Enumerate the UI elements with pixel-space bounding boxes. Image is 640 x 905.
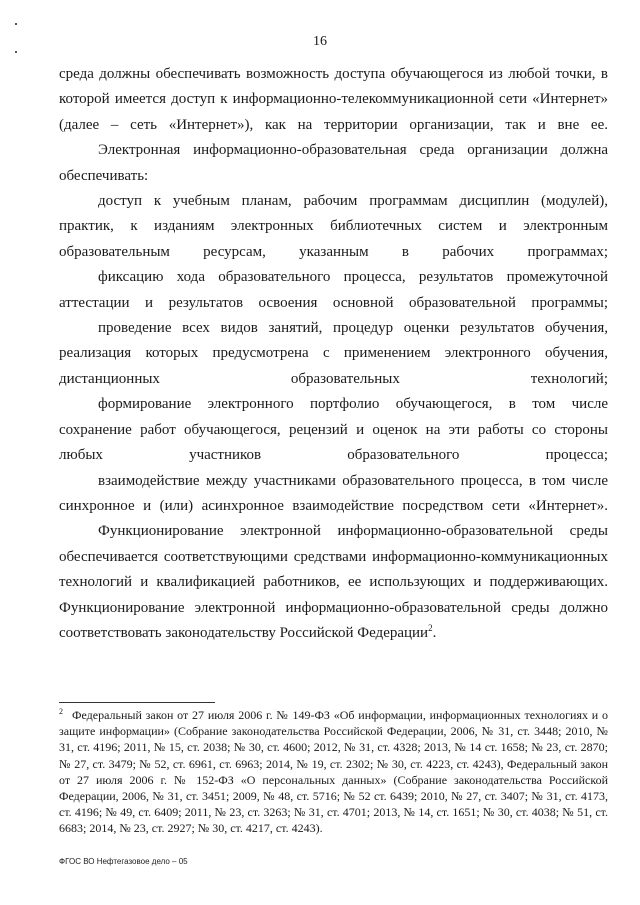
list-item: доступ к учебным планам, рабочим программам дисциплин (модулей), практик, к изданиям электронных библиотечных систем и электронным образовательным ресурсам, указанным в рабочих программах;	[59, 193, 608, 260]
footnote-number: 2	[59, 707, 63, 716]
paragraph: среда должны обеспечивать возможность доступа обучающегося из любой точки, в которой имеется доступ к информационно-телекоммуникационной сети «Интернет» (далее – сеть «Интернет»), как на территории организации, так и вне ее.	[59, 66, 608, 133]
footnote-divider	[59, 702, 215, 703]
list-item: взаимодействие между участниками образовательного процесса, в том числе синхронное и (или) асинхронное взаимодействие посредством сети «Интернет».	[59, 472, 608, 514]
list-item: фиксацию хода образовательного процесса, результатов промежуточной аттестации и результатов освоения основной образовательной программы;	[59, 269, 608, 311]
footer: ФГОС ВО Нефтегазовое дело – 05	[59, 857, 188, 866]
paragraph: Электронная информационно-образовательная среда организации должна обеспечивать:	[59, 142, 608, 184]
footnote-text: Федеральный закон от 27 июля 2006 г. № 149-ФЗ «Об информации, информационных технологиях и о защите информации» (Собрание законодательства Российской Федерации, 2006, № 31, ст. 3448; 2010, № 31, ст. 4196; 2011, № 15, ст. 2038; № 30, ст. 4600; 2012, № 31, ст. 4328; 2013, № 14 ст. 1658; № 23, ст. 2870; № 27, ст. 3479; № 52, ст. 6961, ст. 6963; 2014, № 19, ст. 2302; № 30, ст. 4223, ст. 4243), Федеральный закон от 27 июля 2006 г. № 152-ФЗ «О персональных данных» (Собрание законодательства Российской Федерации, 2006, № 31, ст. 3451; 2009, № 48, ст. 5716; № 52 ст. 6439; 2010, № 27, ст. 3407; № 31, ст. 4173, ст. 4196; № 49, ст. 6409; 2011, № 23, ст. 3263; № 31, ст. 4701; 2013, № 14, ст. 1651; № 30, ст. 4038; № 51, ст. 6683; 2014, № 23, ст. 2927; № 30, ст. 4217, ст. 4243).	[59, 708, 608, 836]
paragraph: Функционирование электронной информационно-образовательной среды обеспечивается соответствующими средствами информационно-коммуникационных технологий и квалификацией работников, ее использующих и поддерживающих. Функционирование электронной информационно-образовательной среды должно соответствовать законодательству Российской Федерации$^2$.	[59, 523, 608, 641]
list-item: формирование электронного портфолио обучающегося, в том числе сохранение работ обучающегося, рецензий и оценок на эти работы со стороны любых участников образовательного процесса;	[59, 396, 608, 464]
page-number: 16	[313, 34, 327, 49]
list-item: проведение всех видов занятий, процедур оценки результатов обучения, реализация которых предусмотрена с применением электронного обучения, дистанционных образовательных технологий;	[59, 320, 608, 387]
main-text	[59, 62, 608, 646]
paragraph-text: Функционирование электронной информационно-образовательной среды обеспечивается соответствующими средствами информационно-коммуникационных технологий и квалификацией работников, ее использующих и поддерживающих. Функционирование электронной информационно-образовательной среды должно соответствовать законодательству Российской Федерации	[59, 523, 608, 641]
footnote	[59, 707, 608, 837]
scan-mark	[15, 51, 17, 53]
scan-mark	[15, 23, 17, 25]
footnote-reference[interactable]: 2	[428, 622, 433, 633]
